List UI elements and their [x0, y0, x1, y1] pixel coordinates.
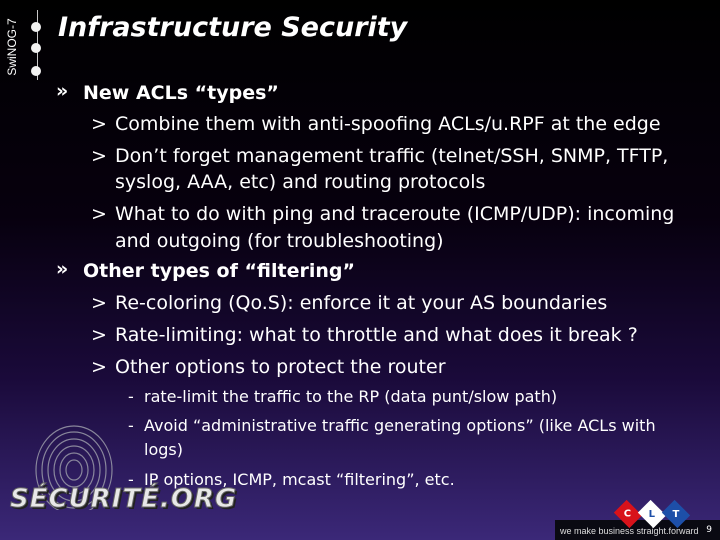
- sub-bullet-marker: >: [91, 292, 107, 314]
- sub-bullet-management-line1: Don’t forget management traffic (telnet/SSH, SNMP, TFTP,: [115, 145, 669, 167]
- sub-bullet-marker: >: [91, 113, 107, 135]
- bullet-marker: »: [56, 80, 69, 102]
- sub-bullet-recoloring: Re-coloring (Qo.S): enforce it at your AS boundaries: [115, 292, 608, 314]
- ctl-logo-l: L: [638, 500, 666, 528]
- ctl-logo-t: T: [662, 500, 690, 528]
- sub-bullet-management-line2: syslog, AAA, etc) and routing protocols: [115, 171, 486, 193]
- event-label: SwiNOG-7: [5, 18, 19, 76]
- bullet-other-filtering: Other types of “filtering”: [83, 260, 355, 282]
- sub-sub-bullet-marker: -: [128, 387, 134, 406]
- sub-sub-bullet-marker: -: [128, 470, 134, 489]
- sub-bullet-protect-router: Other options to protect the router: [115, 356, 446, 378]
- sub-sub-bullet-marker: -: [128, 416, 134, 435]
- sub-bullet-marker: >: [91, 356, 107, 378]
- sub-bullet-marker: >: [91, 324, 107, 346]
- sub-bullet-ping-line2: and outgoing (for troubleshooting): [115, 230, 444, 252]
- sub-bullet-ping-line1: What to do with ping and traceroute (ICMP/UDP): incoming: [115, 203, 675, 225]
- sub-bullet-combine: Combine them with anti-spoofing ACLs/u.RPF at the edge: [115, 113, 661, 135]
- sub-bullet-marker: >: [91, 145, 107, 167]
- sub-sub-bullet-ip-options: IP options, ICMP, mcast “filtering”, etc.: [144, 470, 455, 489]
- page-number: 9: [706, 525, 712, 535]
- sub-bullet-marker: >: [91, 203, 107, 225]
- footer-tagline: we make business straight.forward: [560, 526, 699, 536]
- ctl-logo-c: C: [614, 500, 642, 528]
- sub-bullet-rate-limiting: Rate-limiting: what to throttle and what does it break ?: [115, 324, 638, 346]
- bullet-new-acls: New ACLs “types”: [83, 82, 279, 104]
- sub-sub-bullet-avoid-line1: Avoid “administrative traffic generating options” (like ACLs with: [144, 416, 656, 435]
- securite-org-logo: SÉCURITÉ.ORG: [10, 484, 238, 514]
- sub-sub-bullet-rate-limit-rp: rate-limit the traffic to the RP (data punt/slow path): [144, 387, 558, 406]
- sub-sub-bullet-avoid-line2: logs): [144, 440, 183, 459]
- slide-title: Infrastructure Security: [58, 12, 408, 43]
- bullet-marker: »: [56, 258, 69, 280]
